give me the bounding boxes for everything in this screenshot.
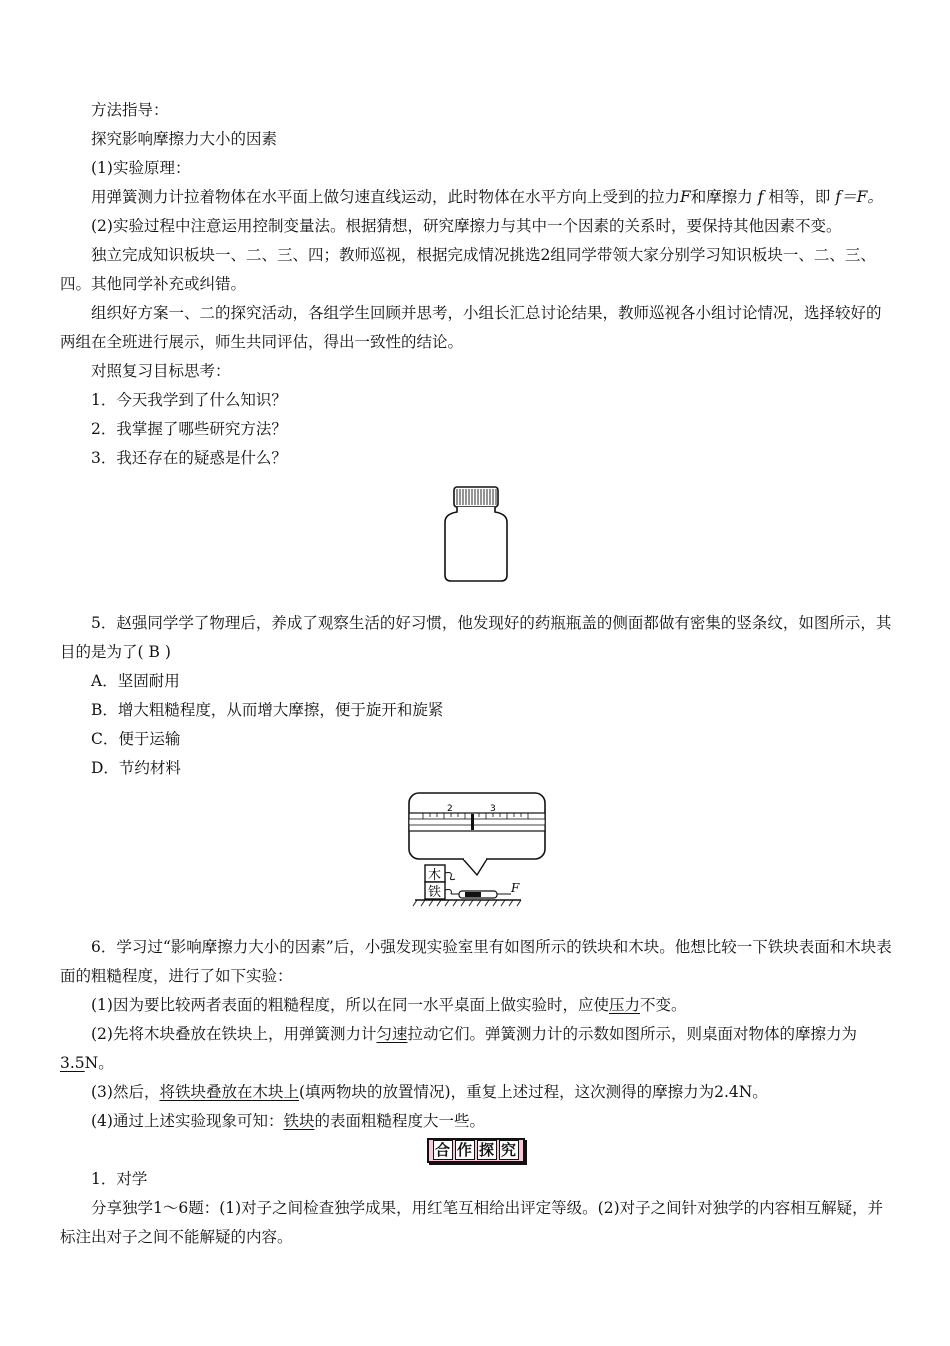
reflection-question-3: 3．我还存在的疑惑是什么？ — [91, 449, 287, 467]
scale-number-2: 2 — [447, 804, 453, 814]
question-6-part-2: (2)先将木块叠放在铁块上，用弹簧测力计匀速拉动它们。弹簧测力计的示数如图所示，则桌面对物体的摩擦力为3.5N。 — [60, 1025, 857, 1072]
document-page — [60, 96, 892, 1252]
activity-reflection-heading: 对照复习目标思考： — [91, 362, 231, 380]
activity-paragraph-2: 组织好方案一、二的探究活动，各组学生回顾并思考，小组长汇总讨论结果，教师巡视各小组讨论情况，选择较好的两组在全班进行展示，师生共同评估，得出一致性的结论。 — [60, 304, 882, 351]
method-item1-text: 用弹簧测力计拉着物体在水平面上做匀速直线运动，此时物体在水平方向上受到的拉力F和摩擦力 f 相等，即 f＝F。 — [91, 188, 883, 206]
question-5-answer: B — [148, 643, 160, 661]
method-item2-text: (2)实验过程中注意运用控制变量法。根据猜想，研究摩擦力与其中一个因素的关系时，要保持其他因素不变。 — [91, 217, 842, 235]
spring-scale-figure — [60, 791, 892, 909]
cooperation-badge-row — [60, 1138, 892, 1163]
medicine-bottle-icon — [443, 485, 509, 583]
question-6-part-3: (3)然后，将铁块叠放在木块上(填两物块的放置情况)，重复上述过程，这次测得的摩擦力为2.4N。 — [91, 1083, 768, 1101]
coop-item-1-text: 分享独学1～6题：(1)对子之间检查独学成果，用红笔互相给出评定等级。(2)对子之间针对独学的内容相互解疑，并标注出对子之间不能解疑的内容。 — [60, 1199, 884, 1246]
activity-paragraph-1: 独立完成知识板块一、二、三、四；教师巡视，根据完成情况挑选2组同学带领大家分别学习知识板块一、二、三、四。其他同学补充或纠错。 — [60, 246, 876, 293]
spring-scale-diagram — [403, 791, 549, 909]
force-label: F — [511, 881, 520, 895]
question-5-stem: 5．赵强同学学了物理后，养成了观察生活的好习惯，他发现好的药瓶瓶盖的侧面都做有密集的竖条纹，如图所示，其目的是为了( B ) — [60, 614, 892, 661]
answer-friction-value: 3.5 — [60, 1054, 85, 1072]
answer-rougher-block: 铁块 — [283, 1112, 315, 1130]
question-6-part-1: (1)因为要比较两者表面的粗糙程度，所以在同一水平桌面上做实验时，应使压力不变。 — [91, 996, 687, 1014]
iron-block-label: 铁 — [428, 885, 442, 900]
question-6-stem: 6．学习过“影响摩擦力大小的因素”后，小强发现实验室里有如图所示的铁块和木块。他想比较一下铁块表面和木块表面的粗糙程度，进行了如下实验： — [60, 938, 892, 985]
question-5-option-c: C．便于运输 — [91, 730, 181, 748]
method-item1-label: (1)实验原理： — [91, 159, 191, 177]
question-6-part-4: (4)通过上述实验现象可知：铁块的表面粗糙程度大一些。 — [91, 1112, 485, 1130]
medicine-bottle-figure — [60, 485, 892, 583]
question-5-option-b: B．增大粗糙程度，从而增大摩擦，便于旋开和旋紧 — [91, 701, 444, 719]
method-heading: 方法指导： — [91, 101, 169, 119]
question-5-option-d: D．节约材料 — [91, 759, 181, 777]
scale-number-3: 3 — [490, 804, 496, 814]
method-topic: 探究影响摩擦力大小的因素 — [91, 130, 278, 148]
answer-pressure: 压力 — [608, 996, 640, 1014]
wood-block-label: 木 — [428, 868, 442, 883]
question-5-option-a: A．坚固耐用 — [91, 672, 180, 690]
coop-item-1: 1．对学 — [91, 1170, 148, 1188]
reflection-question-1: 1．今天我学到了什么知识？ — [91, 391, 287, 409]
cooperation-badge: 合 作 探 究 — [427, 1138, 525, 1163]
answer-uniform-speed: 匀速 — [376, 1025, 408, 1043]
answer-placement: 将铁块叠放在木块上 — [159, 1083, 299, 1101]
reflection-question-2: 2．我掌握了哪些研究方法？ — [91, 420, 287, 438]
